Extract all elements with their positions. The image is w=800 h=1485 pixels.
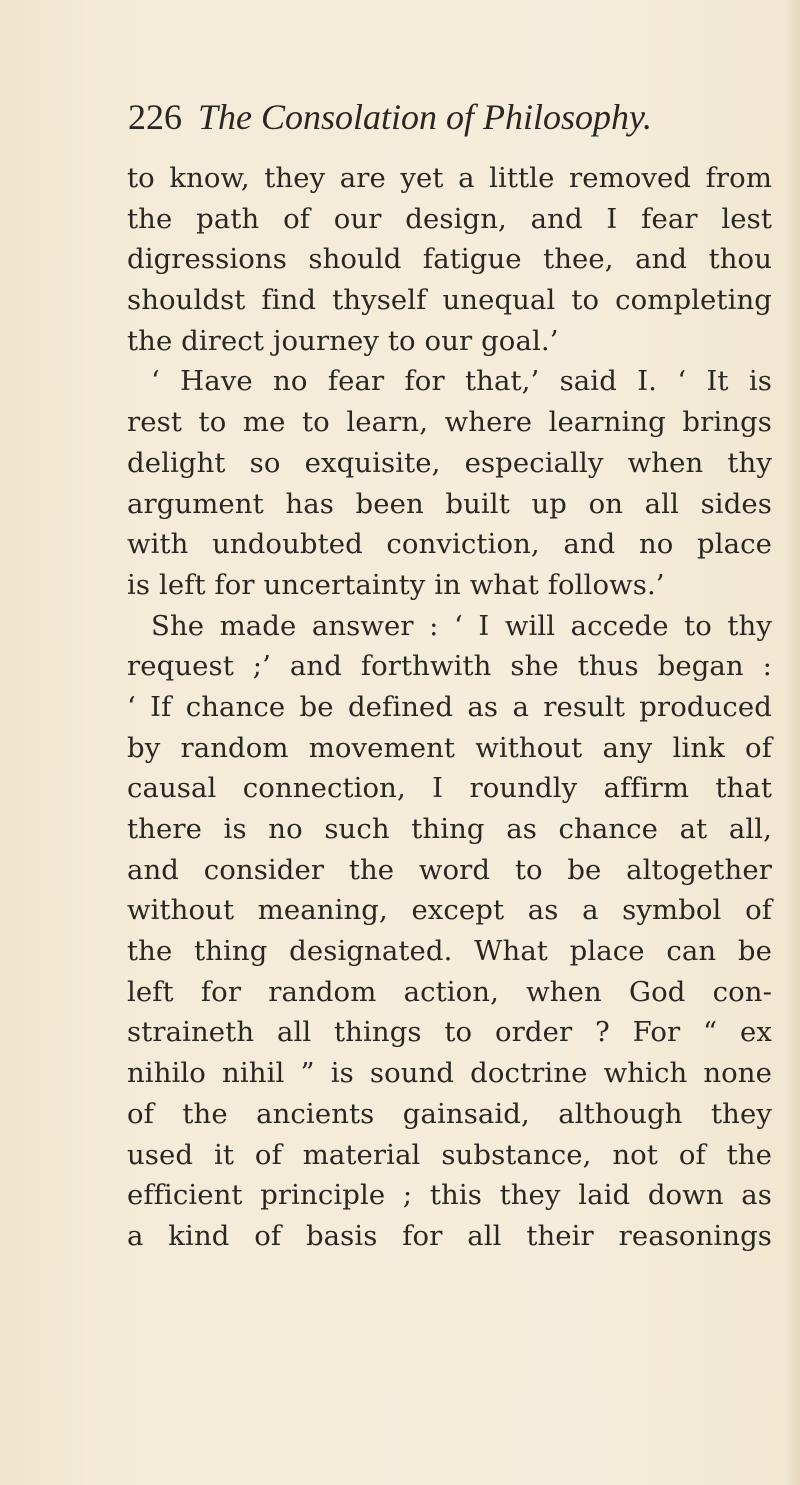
text-line: without meaning, except as a symbol of [127, 894, 772, 927]
text-line: argument has been built up on all sides [127, 487, 772, 520]
text-line: She made answer : ‘ I will accede to thy [151, 609, 772, 642]
text-line: request ;’ and forthwith she thus began : [127, 650, 772, 683]
page-edge-shadow [786, 0, 800, 1485]
text-line: a kind of basis for all their reasonings [127, 1219, 772, 1252]
book-title: The Consolation of Philosophy. [198, 97, 653, 137]
text-line: the direct journey to our goal.’ [127, 324, 559, 357]
text-line: delight so exquisite, especially when thy [127, 446, 772, 479]
text-line: efficient principle ; this they laid down as [127, 1179, 772, 1212]
text-line: rest to me to learn, where learning brings [127, 406, 772, 439]
text-line: there is no such thing as chance at all, [127, 813, 772, 845]
text-line: the thing designated. What place can be [127, 935, 772, 968]
text-line: digressions should fatigue thee, and thou [127, 243, 772, 276]
text-line: with undoubted conviction, and no place [127, 528, 772, 561]
text-line: used it of material substance, not of the [127, 1138, 772, 1171]
text-line: is left for uncertainty in what follows.’ [127, 568, 665, 601]
text-line: and consider the word to be altogether [127, 853, 772, 886]
text-line: ‘ If chance be defined as a result produced [127, 690, 772, 723]
text-line: nihilo nihil ” is sound doctrine which none [127, 1057, 772, 1090]
text-line: left for random action, when God con- [127, 975, 772, 1008]
text-line: straineth all things to order ? For “ ex [127, 1016, 772, 1049]
running-head [128, 92, 748, 142]
text-line: shouldst find thyself unequal to completing [127, 284, 772, 317]
text-line: causal connection, I roundly affirm that [127, 772, 772, 805]
text-line: to know, they are yet a little removed from [127, 162, 772, 194]
body-text [127, 158, 772, 1257]
text-line: the path of our design, and I fear lest [127, 202, 772, 235]
text-line: of the ancients gainsaid, although they [127, 1097, 772, 1130]
text-line: by random movement without any link of [127, 731, 772, 764]
text-line: ‘ Have no fear for that,’ said I. ‘ It is [151, 365, 772, 398]
page-number: 226 [128, 97, 182, 137]
